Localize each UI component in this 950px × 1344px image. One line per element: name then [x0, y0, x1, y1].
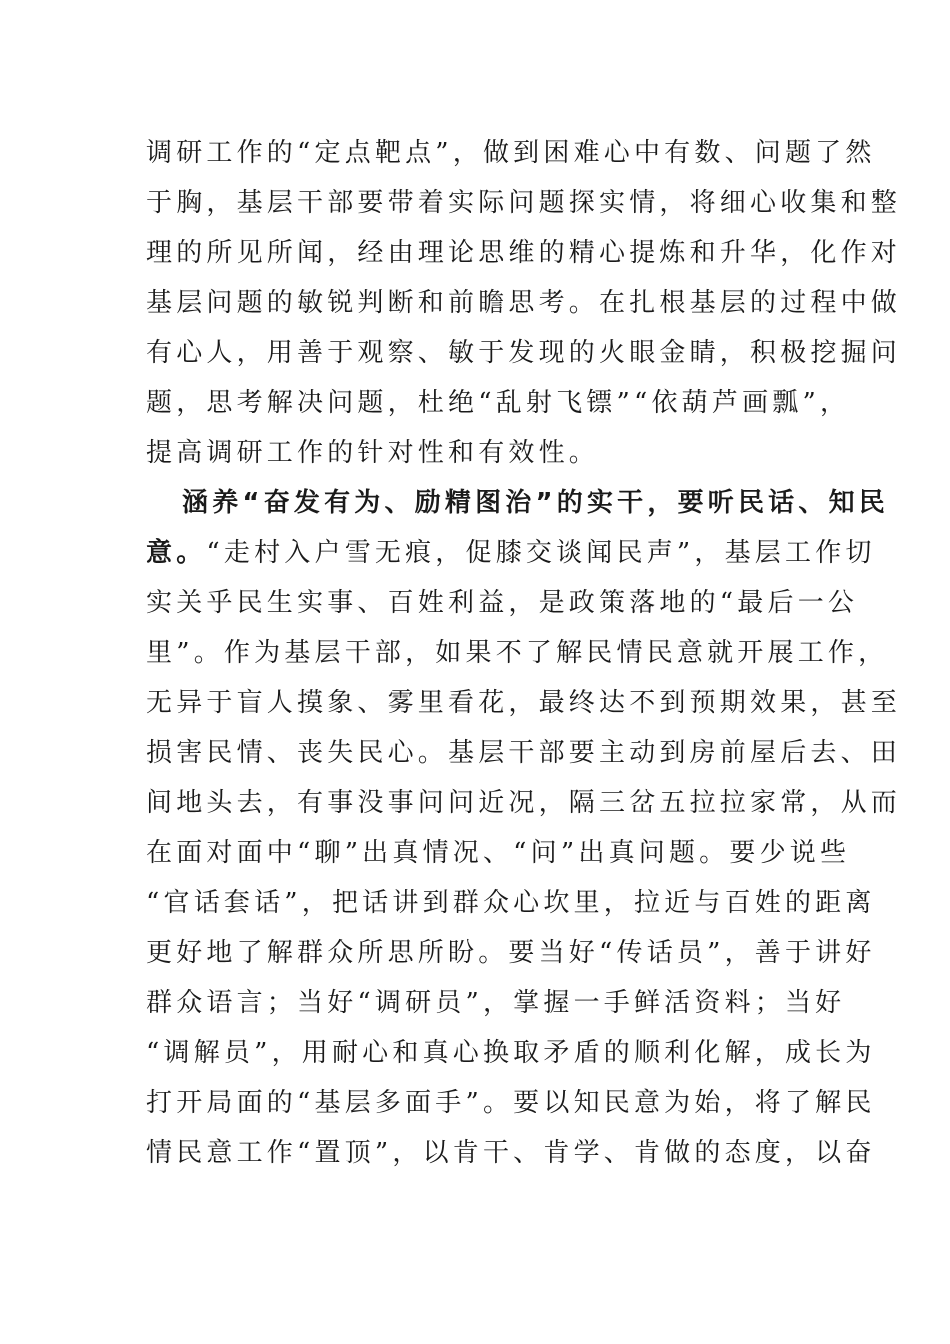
body-text [146, 128, 902, 1178]
text-line [146, 578, 859, 628]
text-line [146, 228, 902, 278]
body-text-segment: 理的所见所闻，经由理论思维的精心提炼和升华，化作对 [146, 238, 902, 268]
text-line [146, 128, 876, 178]
body-text-segment: “官话套话”，把话讲到群众心坎里，拉近与百姓的距离 [146, 888, 876, 918]
body-text-segment: 于胸，基层干部要带着实际问题探实情，将细心收集和整 [146, 188, 902, 218]
text-line [146, 828, 851, 878]
body-text-segment: “走村入户雪无痕，促膝交谈闻民声”，基层工作切 [206, 538, 876, 568]
body-text-segment: 在面对面中“聊”出真情况、“问”出真问题。要少说些 [146, 838, 851, 868]
body-text-segment: 调研工作的“定点靶点”，做到困难心中有数、问题了然 [146, 138, 876, 168]
body-text-segment: 里”。作为基层干部，如果不了解民情民意就开展工作， [146, 638, 889, 668]
text-line [146, 1028, 876, 1078]
body-text-segment: 有心人，用善于观察、敏于发现的火眼金睛，积极挖掘问 [146, 338, 902, 368]
text-line [146, 478, 889, 528]
body-text-segment: “调解员”，用耐心和真心换取矛盾的顺利化解，成长为 [146, 1038, 876, 1068]
text-line [146, 878, 876, 928]
text-line [146, 528, 876, 578]
text-line [146, 428, 806, 478]
body-text-segment: 打开局面的“基层多面手”。要以知民意为始，将了解民 [146, 1088, 876, 1118]
text-line [146, 178, 902, 228]
text-line [146, 1128, 876, 1178]
body-text-segment: 间地头去，有事没事问问近况，隔三岔五拉拉家常，从而 [146, 788, 902, 818]
body-text-segment: 无异于盲人摸象、雾里看花，最终达不到预期效果，甚至 [146, 688, 902, 718]
body-text-segment: 情民意工作“置顶”，以肯干、肯学、肯做的态度，以奋 [146, 1138, 876, 1168]
text-line [146, 678, 902, 728]
body-text-segment: 更好地了解群众所思所盼。要当好“传话员”，善于讲好 [146, 938, 876, 968]
body-text-segment: 题，思考解决问题，杜绝“乱射飞镖”“依葫芦画瓢”， [146, 388, 851, 418]
text-line [146, 378, 851, 428]
bold-heading-text: 涵养“奋发有为、励精图治”的实干，要听民话、知民 [182, 488, 889, 518]
body-text-segment: 实关乎民生实事、百姓利益，是政策落地的“最后一公 [146, 588, 859, 618]
body-text-segment: 群众语言；当好“调研员”，掌握一手鲜活资料；当好 [146, 988, 846, 1018]
text-line [146, 278, 902, 328]
body-text-segment: 提高调研工作的针对性和有效性。 [146, 438, 600, 468]
text-line [146, 1078, 876, 1128]
body-text-segment: 基层问题的敏锐判断和前瞻思考。在扎根基层的过程中做 [146, 288, 902, 318]
bold-heading-text: 意。 [146, 538, 207, 568]
text-line [146, 728, 902, 778]
text-line [146, 778, 902, 828]
text-line [146, 628, 889, 678]
text-line [146, 328, 902, 378]
body-text-segment: 损害民情、丧失民心。基层干部要主动到房前屋后去、田 [146, 738, 902, 768]
text-line [146, 928, 876, 978]
text-line [146, 978, 846, 1028]
